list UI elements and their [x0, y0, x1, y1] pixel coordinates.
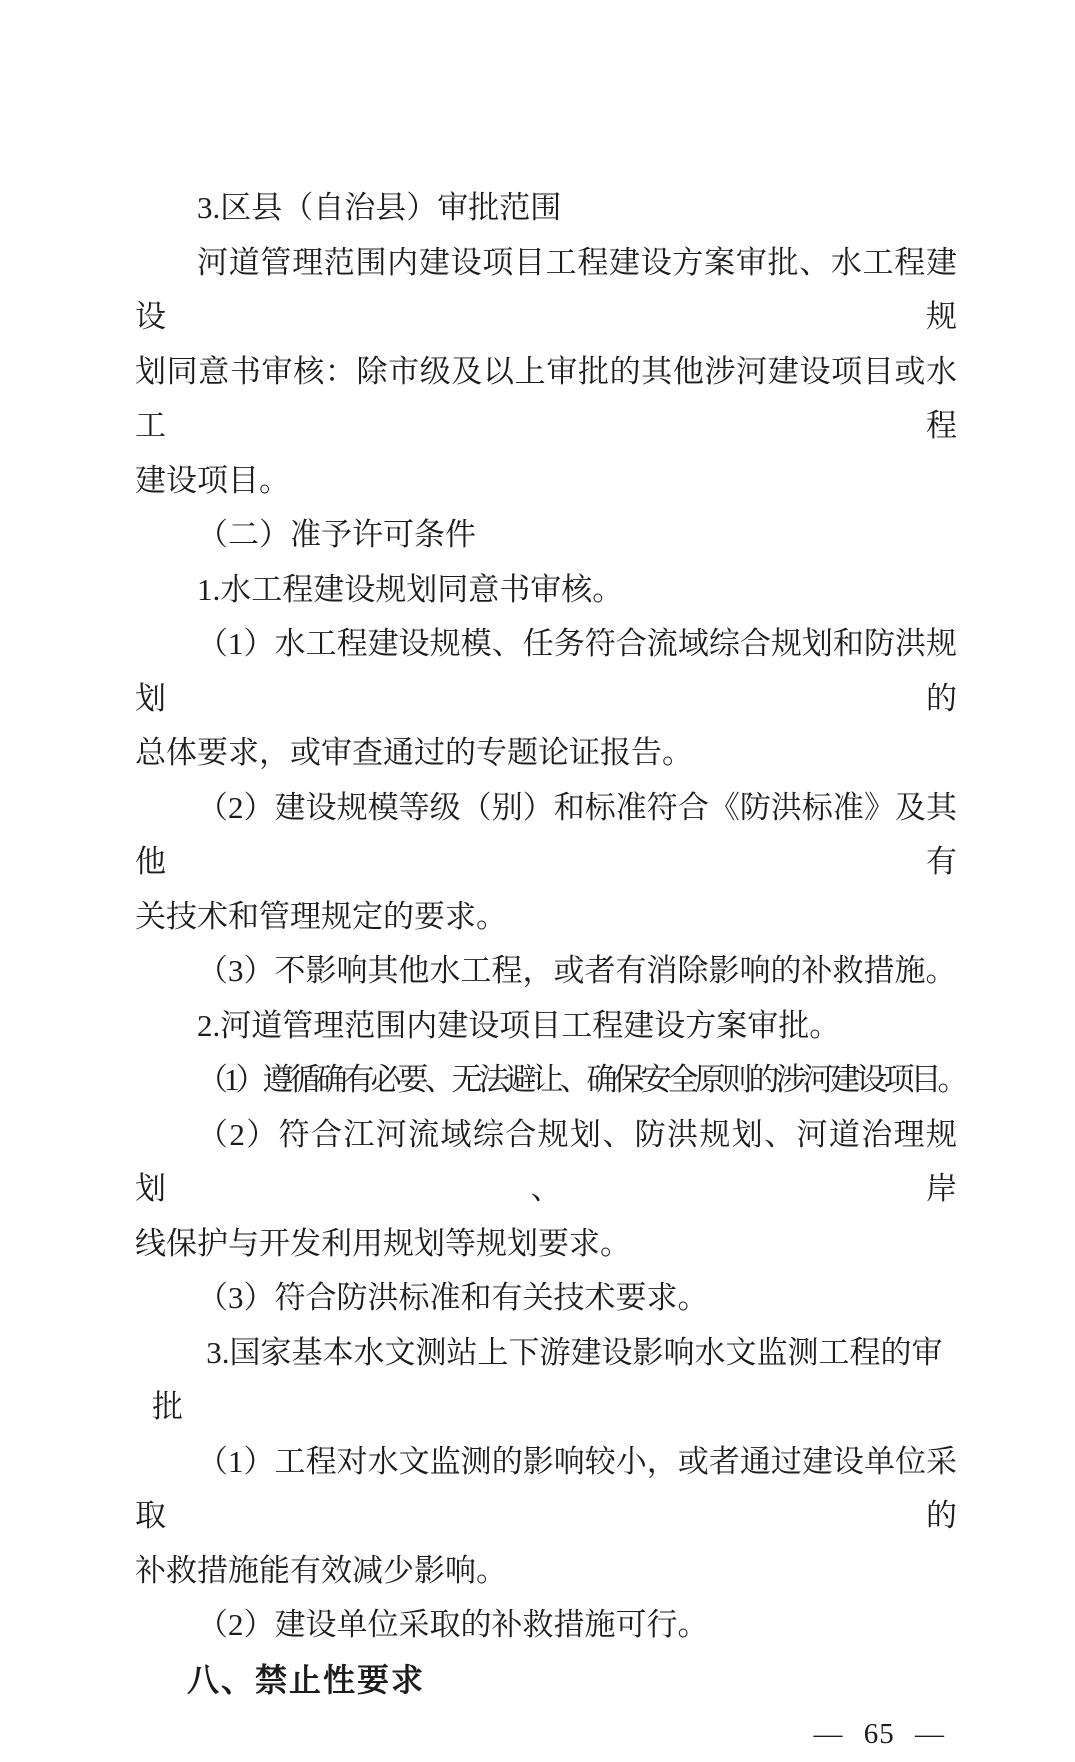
page-content: [135, 181, 965, 1762]
doc-line: 河道管理范围内建设项目工程建设方案审批、水工程建设规: [135, 244, 957, 334]
doc-line: 3.区县（自治县）审批范围: [197, 190, 562, 225]
doc-line: 线保护与开发利用规划等规划要求。: [135, 1225, 631, 1261]
doc-line: （2）符合江河流域综合规划、防洪规划、河道治理规划、岸: [135, 1116, 957, 1206]
doc-line: （二）准予许可条件: [197, 517, 476, 552]
doc-line: 建设项目。: [135, 462, 290, 498]
doc-line: （3）符合防洪标准和有关技术要求。: [197, 1280, 709, 1315]
doc-line: （2）建设单位采取的补救措施可行。: [197, 1607, 709, 1642]
doc-line: 关技术和管理规定的要求。: [135, 898, 507, 934]
doc-line: 2.河道管理范围内建设项目工程建设方案审批。: [197, 1007, 841, 1043]
doc-line: （1）水工程建设规模、任务符合流域综合规划和防洪规划的: [135, 626, 957, 716]
doc-line: 批: [152, 1389, 183, 1424]
doc-line: （2）建设规模等级（别）和标准符合《防洪标准》及其他有: [135, 789, 957, 879]
doc-line: 总体要求，或审查通过的专题论证报告。: [135, 735, 693, 770]
section-heading: 八、禁止性要求: [187, 1661, 426, 1698]
page-number: — 65 —: [813, 1718, 945, 1750]
doc-line: 1.水工程建设规划同意书审核。: [197, 571, 624, 607]
doc-line: 3.国家基本水文测站上下游建设影响水文监测工程的审: [206, 1334, 943, 1370]
doc-line: 划同意书审核：除市级及以上审批的其他涉河建设项目或水工程: [135, 353, 957, 443]
doc-line: （1）遵循确有必要、无法避让、确保安全原则的涉河建设项目。: [197, 1062, 965, 1097]
doc-line: （3）不影响其他水工程，或者有消除影响的补救措施。: [197, 953, 957, 988]
doc-line: （1）工程对水文监测的影响较小，或者通过建设单位采取的: [135, 1443, 957, 1533]
doc-line: 补救措施能有效减少影响。: [135, 1552, 507, 1588]
